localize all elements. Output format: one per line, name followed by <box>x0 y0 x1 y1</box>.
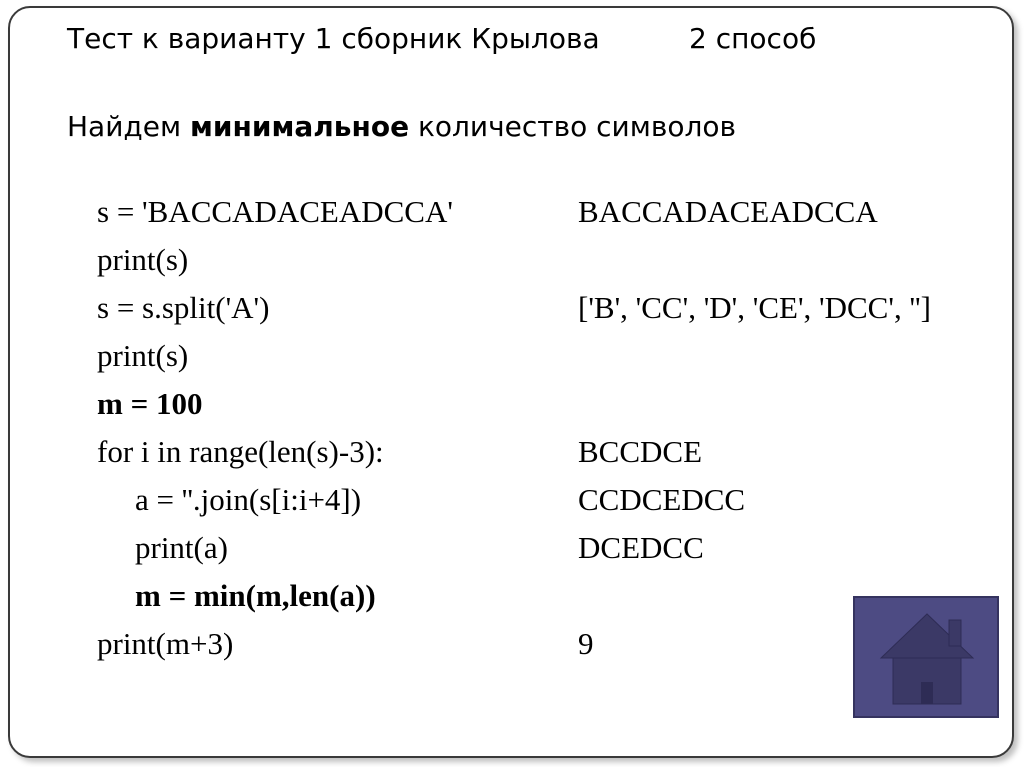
code-line-5: m = 100 <box>97 386 203 421</box>
code-line-10: print(m+3) <box>97 626 234 661</box>
code-line-8: print(a) <box>135 530 228 565</box>
subtitle-pre: Найдем <box>67 110 191 143</box>
code-line-2: print(s) <box>97 242 189 277</box>
output-line-1: BACCADACEADCCA <box>578 194 878 229</box>
method-label: 2 способ <box>689 22 817 55</box>
code-line-7: a = ''.join(s[i:i+4]) <box>135 482 362 517</box>
code-line-9: m = min(m,len(a)) <box>135 578 376 613</box>
code-line-4: print(s) <box>97 338 189 373</box>
output-line-4: CCDCEDCC <box>578 482 746 517</box>
slide-frame <box>8 6 1014 758</box>
slide-subtitle <box>67 110 736 143</box>
output-line-6: 9 <box>578 626 594 661</box>
output-line-2: ['B', 'CC', 'D', 'CE', 'DCC', ''] <box>578 290 931 325</box>
slide-title-text: Тест к варианту 1 сборник Крылова <box>67 22 600 55</box>
code-line-1: s = 'BACCADACEADCCA' <box>97 194 453 229</box>
output-line-3: BCCDCE <box>578 434 703 469</box>
home-button[interactable] <box>853 596 999 718</box>
code-line-6: for i in range(len(s)-3): <box>97 434 384 469</box>
subtitle-bold: минимальное <box>190 110 410 143</box>
output-line-5: DCEDCC <box>578 530 704 565</box>
house-icon <box>855 598 997 716</box>
slide-title <box>67 22 817 55</box>
code-line-3: s = s.split('A') <box>97 290 270 325</box>
subtitle-post: количество символов <box>409 110 736 143</box>
